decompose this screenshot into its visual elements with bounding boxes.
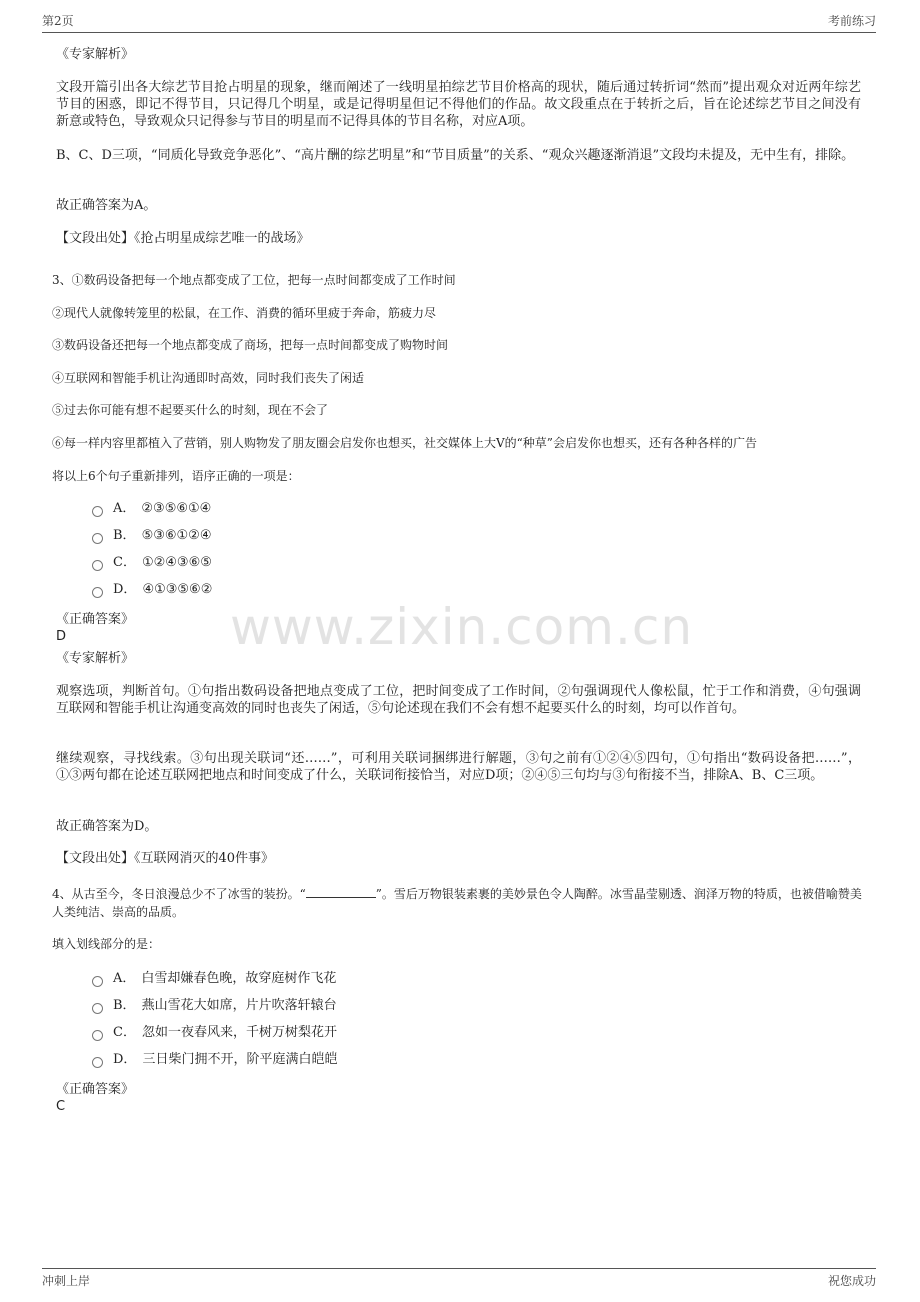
footer-right: 祝您成功 <box>827 1274 876 1288</box>
q2-conclusion: 故正确答案为A。 <box>56 198 157 213</box>
q2-analysis-title: 《专家解析》 <box>56 47 135 62</box>
radio-icon[interactable] <box>92 1003 103 1014</box>
watermark: www.zixin.com.cn <box>230 598 694 656</box>
q3-prompt: 将以上6个句子重新排列，语序正确的一项是： <box>52 469 300 483</box>
q2-analysis-paragraph-2: B、C、D三项，“同质化导致竞争恶化”、“高片酬的综艺明星”和“节目质量”的关系、“观众兴趣逐渐消退”文段均未提及，无中生有，排除。 <box>56 148 855 163</box>
q4-option-a[interactable] <box>92 970 336 987</box>
radio-icon[interactable] <box>92 587 103 598</box>
header-title: 考前练习 <box>827 14 876 28</box>
page-footer <box>42 1268 876 1289</box>
q3-analysis-title: 《专家解析》 <box>56 651 135 666</box>
q3-answer-title: 《正确答案》 <box>56 612 135 627</box>
option-label: B． <box>113 998 136 1013</box>
q2-source: 【文段出处】《抢占明星成综艺唯一的战场》 <box>56 231 310 246</box>
option-text: ④①③⑤⑥② <box>142 582 213 597</box>
q4-stem-end: ”。雪后万物银装素裹的美妙景色令人陶醉。冰雪晶莹剔透、润泽万物的特质，也被借喻赞美人类纯洁、崇高的品质。 <box>52 887 862 919</box>
q3-option-c[interactable] <box>92 554 212 571</box>
q4-stem <box>52 885 862 921</box>
option-text: ⑤③⑥①②④ <box>141 528 212 543</box>
option-label: C． <box>113 1025 136 1040</box>
option-label: D． <box>113 582 137 597</box>
q3-analysis-paragraph-1: 观察选项，判断首句。①句指出数码设备把地点变成了工位，把时间变成了工作时间，②句强调现代人像松鼠，忙于工作和消费，④句强调互联网和智能手机让沟通变高效的同时也丧失了闲适，⑤句论述现在我们不会有想不起要买什么的时刻，均可以作首句。 <box>56 684 861 716</box>
q3-sentence-1: 3、①数码设备把每一个地点都变成了工位，把每一点时间都变成了工作时间 <box>52 273 456 287</box>
option-text: 燕山雪花大如席，片片吹落轩辕台 <box>141 998 337 1013</box>
footer-left: 冲刺上岸 <box>42 1274 91 1288</box>
q3-sentence-4: ④互联网和智能手机让沟通即时高效，同时我们丧失了闲适 <box>52 371 365 385</box>
q3-sentence-2: ②现代人就像转笼里的松鼠，在工作、消费的循环里疲于奔命，筋疲力尽 <box>52 306 437 320</box>
q3-sentence-5: ⑤过去你可能有想不起要买什么的时刻，现在不会了 <box>52 403 329 417</box>
option-text: ②③⑤⑥①④ <box>141 501 212 516</box>
radio-icon[interactable] <box>92 1030 103 1041</box>
page-number: 第2页 <box>42 14 74 28</box>
radio-icon[interactable] <box>92 976 103 987</box>
option-label: A． <box>113 971 136 986</box>
option-label: B． <box>113 528 136 543</box>
option-label: A． <box>113 501 136 516</box>
q4-option-b[interactable] <box>92 997 337 1014</box>
radio-icon[interactable] <box>92 560 103 571</box>
q3-option-b[interactable] <box>92 527 212 544</box>
q4-answer-title: 《正确答案》 <box>56 1082 135 1097</box>
fill-blank <box>306 885 376 898</box>
radio-icon[interactable] <box>92 506 103 517</box>
q3-sentence-3: ③数码设备还把每一个地点都变成了商场，把每一点时间都变成了购物时间 <box>52 338 449 352</box>
q3-sentence-6: ⑥每一样内容里都植入了营销，别人购物发了朋友圈会启发你也想买，社交媒体上大V的“种草”会启发你也想买，还有各种各样的广告 <box>52 436 757 450</box>
option-label: C． <box>113 555 136 570</box>
q3-option-d[interactable] <box>92 581 212 598</box>
radio-icon[interactable] <box>92 1057 103 1068</box>
q3-analysis-paragraph-2: 继续观察，寻找线索。③句出现关联词“还……”，可利用关联词捆绑进行解题，③句之前有①②④⑤四句，①句指出“数码设备把……”，①③两句都在论述互联网把地点和时间变成了什么，关联词衔接恰当，对应D项；②④⑤三句均与③句衔接不当，排除A、B、C三项。 <box>56 751 861 783</box>
q3-source: 【文段出处】《互联网消灭的40件事》 <box>56 851 275 866</box>
option-text: 白雪却嫌春色晚，故穿庭树作飞花 <box>141 971 337 986</box>
option-text: 忽如一夜春风来，千树万树梨花开 <box>141 1025 337 1040</box>
q4-answer: C <box>56 1099 66 1114</box>
q2-analysis-paragraph-1: 文段开篇引出各大综艺节目抢占明星的现象，继而阐述了一线明星拍综艺节目价格高的现状，随后通过转折词“然而”提出观众对近两年综艺节目的困惑，即记不得节目，只记得几个明星，或是记得明星但记不得他们的作品。故文段重点在于转折之后，旨在论述综艺节目之间没有新意或特色，导致观众只记得参与节目的明星而不记得具体的节目名称，对应A项。 <box>56 80 861 129</box>
q4-option-c[interactable] <box>92 1024 337 1041</box>
q4-prompt: 填入划线部分的是： <box>52 937 161 951</box>
page-header <box>42 12 876 33</box>
q3-answer: D <box>56 629 67 644</box>
option-label: D． <box>113 1052 137 1067</box>
option-text: 三日柴门拥不开，阶平庭满白皑皑 <box>142 1052 338 1067</box>
q4-stem-start: 4、从古至今，冬日浪漫总少不了冰雪的装扮。“ <box>52 887 306 901</box>
q4-option-d[interactable] <box>92 1051 337 1068</box>
radio-icon[interactable] <box>92 533 103 544</box>
q3-conclusion: 故正确答案为D。 <box>56 819 158 834</box>
option-text: ①②④③⑥⑤ <box>141 555 212 570</box>
q3-option-a[interactable] <box>92 500 211 517</box>
